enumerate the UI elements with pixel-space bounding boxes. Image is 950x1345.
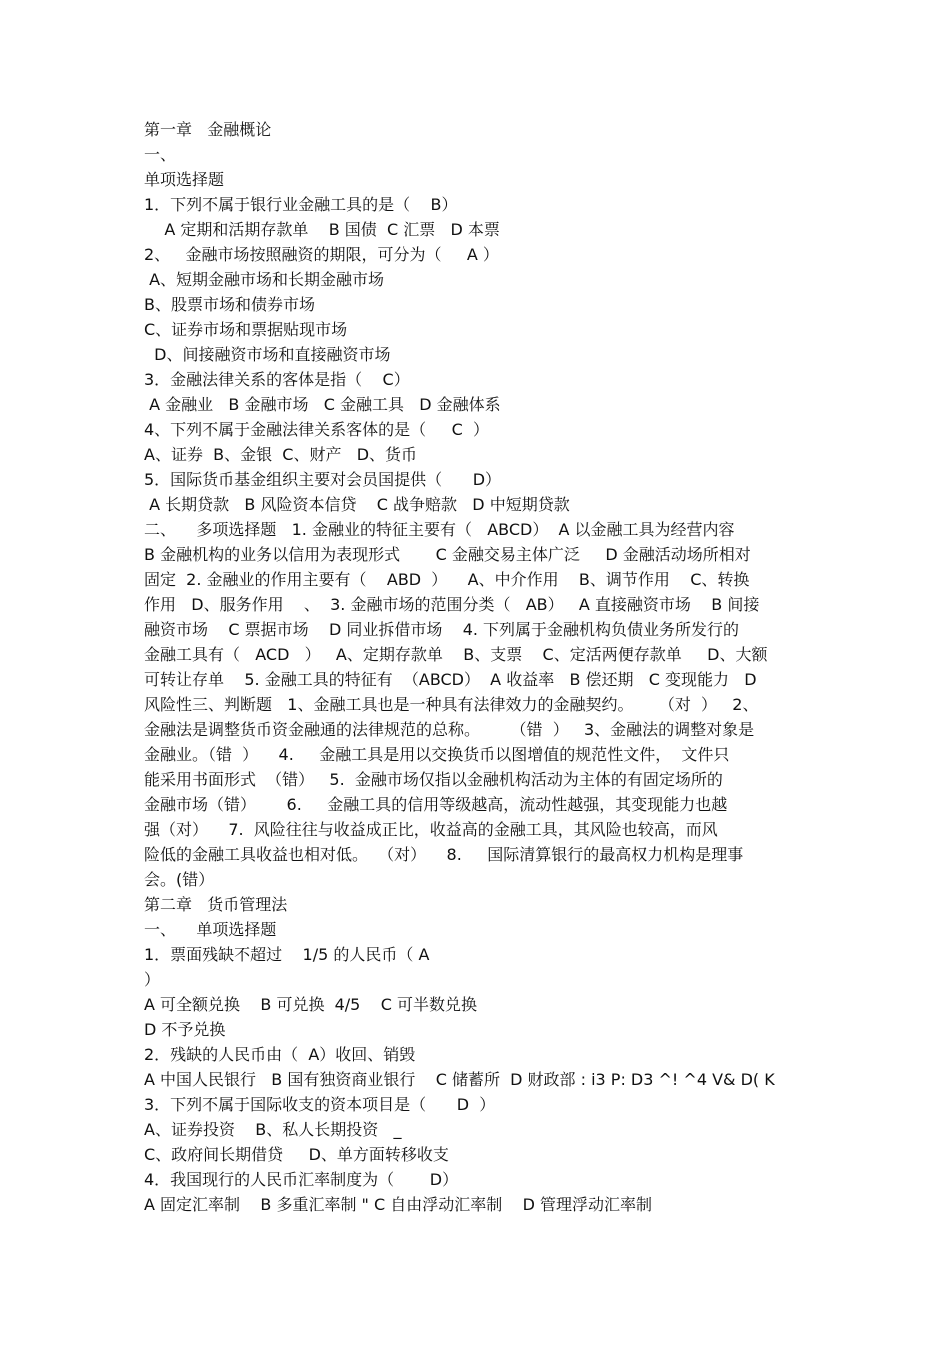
text-line: 固定 2. 金融业的作用主要有（ ABD ） A、中介作用 B、调节作用 C、转换 <box>144 570 750 589</box>
text-line: D 不予兑换 <box>144 1020 226 1039</box>
text-line: 二、 多项选择题 1. 金融业的特征主要有（ ABCD） A 以金融工具为经营内容 <box>144 520 735 539</box>
text-line: A 可全额兑换 B 可兑换 4/5 C 可半数兑换 <box>144 995 477 1014</box>
text-line: 3．下列不属于国际收支的资本项目是（ D ） <box>144 1095 496 1114</box>
text-line: 一、 单项选择题 <box>144 920 277 939</box>
text-line: 能采用书面形式 （错） 5. 金融市场仅指以金融机构活动为主体的有固定场所的 <box>144 770 723 789</box>
text-line: C、政府间长期借贷 D、单方面转移收支 <box>144 1145 449 1164</box>
text-line: D、间接融资市场和直接融资市场 <box>144 345 391 364</box>
text-line: 5．国际货币基金组织主要对会员国提供（ D） <box>144 470 502 489</box>
text-line: A、证券 B、金银 C、财产 D、货币 <box>144 445 418 464</box>
text-line: 2．残缺的人民币由（ A）收回、销毁 <box>144 1045 416 1064</box>
text-line: 1．票面残缺不超过 1/5 的人民币（ A <box>144 945 430 964</box>
text-line: A 中国人民银行 B 国有独资商业银行 C 储蓄所 D 财政部 : i3 P: D3 ^! ^4 V& D( K <box>144 1070 775 1089</box>
text-line: A 定期和活期存款单 B 国债 C 汇票 D 本票 <box>144 220 500 239</box>
text-line: ） <box>144 970 161 989</box>
text-line: A 金融业 B 金融市场 C 金融工具 D 金融体系 <box>144 395 501 414</box>
text-line: A 固定汇率制 B 多重汇率制 " C 自由浮动汇率制 D 管理浮动汇率制 <box>144 1195 652 1214</box>
text-line: 2、 金融市场按照融资的期限，可分为（ A ） <box>144 245 499 264</box>
text-line: 可转让存单 5. 金融工具的特征有 （ABCD） A 收益率 B 偿还期 C 变现能力 D <box>144 670 757 689</box>
text-line: 4．我国现行的人民币汇率制度为（ D） <box>144 1170 459 1189</box>
text-line: B 金融机构的业务以信用为表现形式 C 金融交易主体广泛 D 金融活动场所相对 <box>144 545 751 564</box>
text-line: 3．金融法律关系的客体是指（ C） <box>144 370 410 389</box>
text-line: 金融法是调整货币资金融通的法律规范的总称。 （错 ） 3、金融法的调整对象是 <box>144 720 755 739</box>
text-line: 金融市场（错） 6. 金融工具的信用等级越高，流动性越强，其变现能力也越 <box>144 795 728 814</box>
text-line: A、短期金融市场和长期金融市场 <box>144 270 385 289</box>
text-line: 融资市场 C 票据市场 D 同业拆借市场 4. 下列属于金融机构负债业务所发行的 <box>144 620 740 639</box>
text-line: 金融业。（错 ） 4. 金融工具是用以交换货币以图增值的规范性文件， 文件只 <box>144 745 730 764</box>
text-line: B、股票市场和债券市场 <box>144 295 315 314</box>
text-line: 第二章 货币管理法 <box>144 895 288 914</box>
text-line: 风险性三、判断题 1、金融工具也是一种具有法律效力的金融契约。 （对 ） 2、 <box>144 695 759 714</box>
text-line: 单项选择题 <box>144 170 225 189</box>
text-line: 金融工具有（ ACD ） A、定期存款单 B、支票 C、定活两便存款单 D、大额 <box>144 645 768 664</box>
document-body <box>144 117 824 1217</box>
text-line: C、证券市场和票据贴现市场 <box>144 320 348 339</box>
text-line: 一、 <box>144 145 177 164</box>
text-line: 作用 D、服务作用 、 3. 金融市场的范围分类（ AB） A 直接融资市场 B 间接 <box>144 595 760 614</box>
text-line: 强（对） 7. 风险往往与收益成正比，收益高的金融工具，其风险也较高，而风 <box>144 820 718 839</box>
text-line: 1．下列不属于银行业金融工具的是（ B） <box>144 195 458 214</box>
text-line: 4、下列不属于金融法律关系客体的是（ C ） <box>144 420 489 439</box>
text-line: A、证券投资 B、私人长期投资 _ <box>144 1120 402 1139</box>
text-line: 险低的金融工具收益也相对低。 （对） 8. 国际清算银行的最高权力机构是理事 <box>144 845 744 864</box>
text-line: 第一章 金融概论 <box>144 120 272 139</box>
text-line: 会。(错） <box>144 870 215 889</box>
text-line: A 长期贷款 B 风险资本信贷 C 战争赔款 D 中短期贷款 <box>144 495 570 514</box>
